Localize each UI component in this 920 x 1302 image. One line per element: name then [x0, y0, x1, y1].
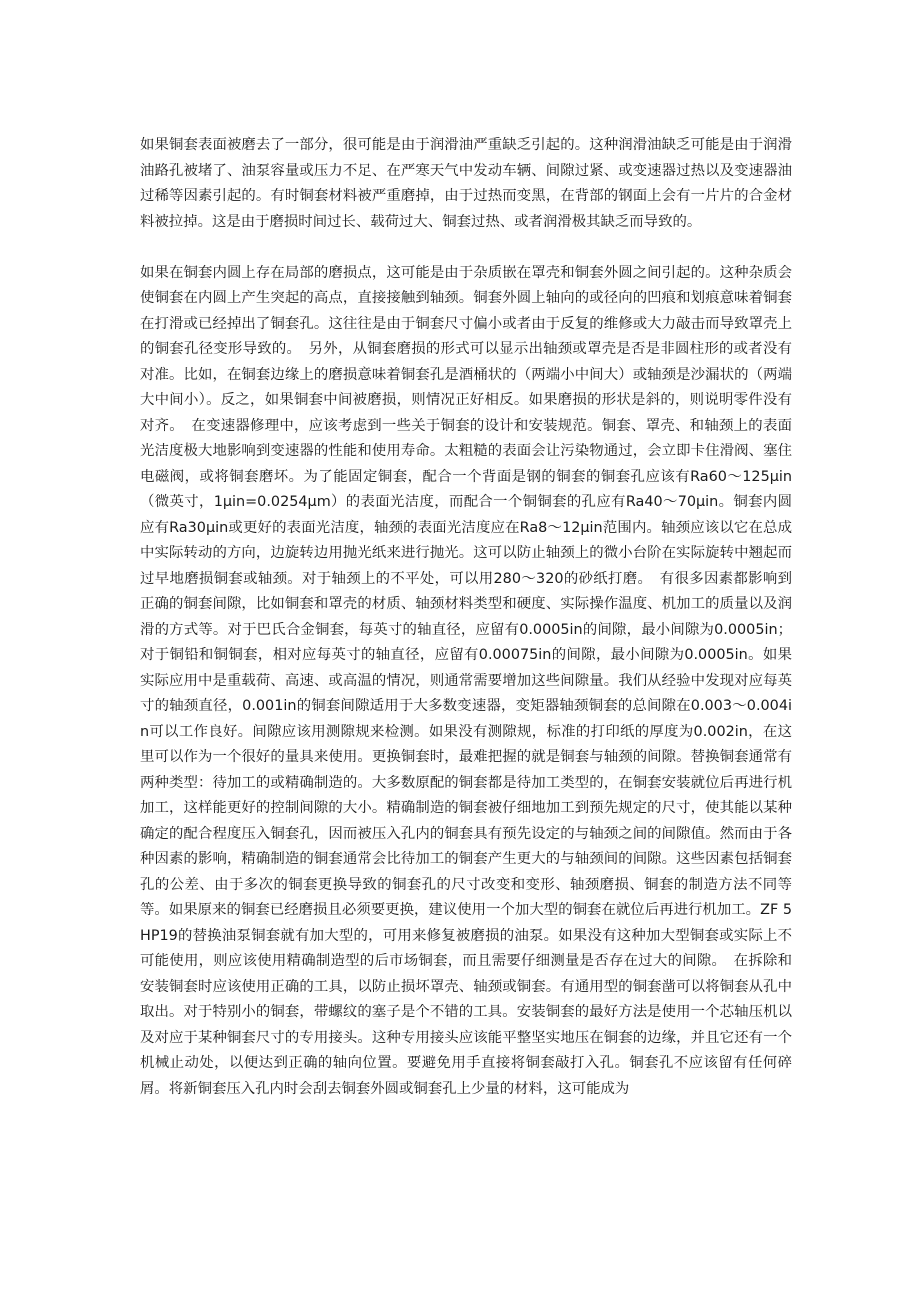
document-body [140, 133, 792, 1102]
paragraph-bearing-surface-wear: 如果铜套表面被磨去了一部分，很可能是由于润滑油严重缺乏引起的。这种润滑油缺乏可能是由于润滑油路孔被堵了、油泵容量或压力不足、在严寒天气中发动车辆、间隙过紧、或变速器过热以及变速器油过稀等因素引起的。有时铜套材料被严重磨掉，由于过热而变黑，在背部的钢面上会有一片片的合金材料被拉掉。这是由于磨损时间过长、载荷过大、铜套过热、或者润滑极其缺乏而导致的。 [140, 137, 792, 230]
paragraph-bearing-installation: 如果在铜套内圆上存在局部的磨损点，这可能是由于杂质嵌在罩壳和铜套外圆之间引起的。这种杂质会使铜套在内圆上产生突起的高点，直接接触到轴颈。铜套外圆上轴向的或径向的凹痕和划痕意味着铜套在打滑或已经掉出了铜套孔。这往往是由于铜套尺寸偏小或者由于反复的维修或大力敲击而导致罩壳上的铜套孔径变形导致的。 另外，从铜套磨损的形式可以显示出轴颈或罩壳是否是非圆柱形的或者没有对准。比如，在铜套边缘上的磨损意味着铜套孔是酒桶状的（两端小中间大）或轴颈是沙漏状的（两端大中间小）。反之，如果铜套中间被磨损，则情况正好相反。如果磨损的形状是斜的，则说明零件没有对齐。 在变速器修理中，应该考虑到一些关于铜套的设计和安装规范。铜套、罩壳、和轴颈上的表面光洁度极大地影响到变速器的性能和使用寿命。太粗糙的表面会让污染物通过，会立即卡住滑阀、塞住电磁阀，或将铜套磨坏。为了能固定铜套，配合一个背面是钢的铜套的铜套孔应该有Ra60～125μin（微英寸，1μin=0.0254μm）的表面光洁度，而配合一个铜铜套的孔应有Ra40～70μin。铜套内圆应有Ra30μin或更好的表面光洁度，轴颈的表面光洁度应在Ra8～12μin范围内。轴颈应该以它在总成中实际转动的方向，边旋转边用抛光纸来进行抛光。这可以防止轴颈上的微小台阶在实际旋转中翘起而过早地磨损铜套或轴颈。对于轴颈上的不平处，可以用280～320的砂纸打磨。 有很多因素都影响到正确的铜套间隙，比如铜套和罩壳的材质、轴颈材料类型和硬度、实际操作温度、机加工的质量以及润滑的方式等。对于巴氏合金铜套，每英寸的轴直径，应留有0.0005in的间隙，最小间隙为0.0005in；对于铜铅和铜铜套，相对应每英寸的轴直径，应留有0.00075in的间隙，最小间隙为0.0005in。如果实际应用中是重载荷、高速、或高温的情况，则通常需要增加这些间隙量。我们从经验中发现对应每英寸的轴颈直径，0.001in的铜套间隙适用于大多数变速器，变矩器轴颈铜套的总间隙在0.003～0.004in可以工作良好。间隙应该用测隙规来检测。如果没有测隙规，标准的打印纸的厚度为0.002in，在这里可以作为一个很好的量具来使用。更换铜套时，最难把握的就是铜套与轴颈的间隙。替换铜套通常有两种类型：待加工的或精确制造的。大多数原配的铜套都是待加工类型的，在铜套安装就位后再进行机加工，这样能更好的控制间隙的大小。精确制造的铜套被仔细地加工到预先规定的尺寸，使其能以某种确定的配合程度压入铜套孔，因而被压入孔内的铜套具有预先设定的与轴颈之间的间隙值。然而由于各种因素的影响，精确制造的铜套通常会比待加工的铜套产生更大的与轴颈间的间隙。这些因素包括铜套孔的公差、由于多次的铜套更换导致的铜套孔的尺寸改变和变形、轴颈磨损、铜套的制造方法不同等等。如果原来的铜套已经磨损且必须要更换，建议使用一个加大型的铜套在就位后再进行机加工。ZF 5HP19的替换油泵铜套就有加大型的，可用来修复被磨损的油泵。如果没有这种加大型铜套或实际上不可能使用，则应该使用精确制造型的后市场铜套，而且需要仔细测量是否存在过大的间隙。 在拆除和安装铜套时应该使用正确的工具，以防止损坏罩壳、轴颈或铜套。有通用型的铜套凿可以将铜套从孔中取出。对于特别小的铜套，带螺纹的塞子是个不错的工具。安装铜套的最好方法是使用一个芯轴压机以及对应于某种铜套尺寸的专用接头。这种专用接头应该能平整坚实地压在铜套的边缘，并且它还有一个机械止动处，以便达到正确的轴向位置。要避免用手直接将铜套敲打入孔。铜套孔不应该留有任何碎屑。将新铜套压入孔内时会刮去铜套外圆或铜套孔上少量的材料，这可能成为 [140, 264, 792, 1097]
